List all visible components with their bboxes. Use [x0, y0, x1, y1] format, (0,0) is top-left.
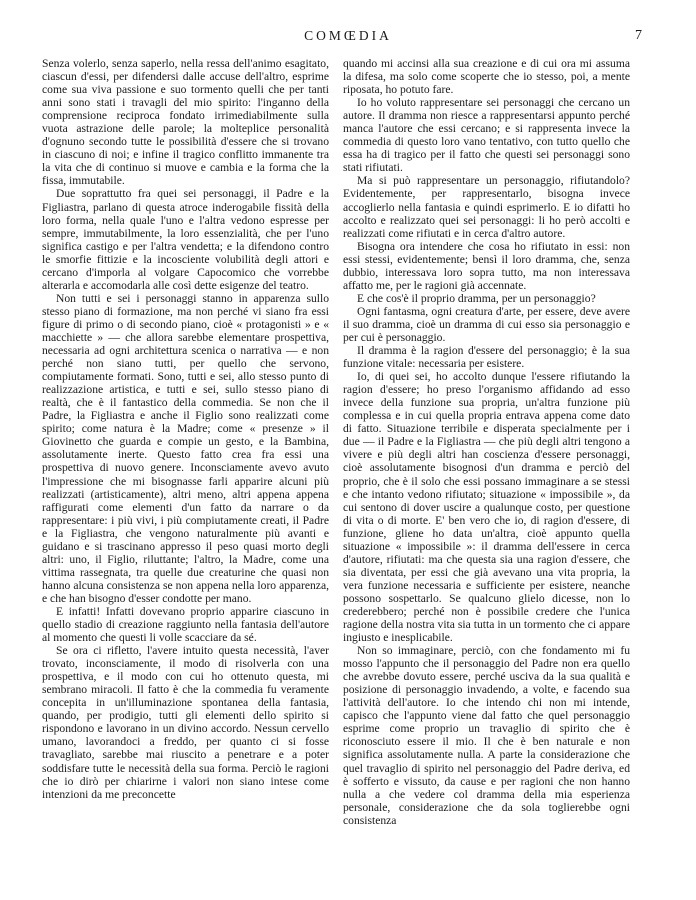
- left-column: [42, 57, 329, 801]
- paragraph: Non so immaginare, perciò, con che fondamento mi fu mosso l'appunto che il personaggio del Padre non era quello che avrebbe dovuto essere, perché usciva da la sua qualità e posizione di personaggio invadendo, a volte, e facendo sua l'attività dell'autore. Io che intendo chi non mi intende, capisco che l'appunto viene dal fatto che quel personaggio esprime come proprio un travaglio di spirito che è riconosciuto essere il mio. Il che è ben naturale e non significa assolutamente nulla. A parte la considerazione che quel travaglio di spirito nel personaggio del Padre deriva, ed è sofferto e vissuto, da cause e per ragioni che non hanno nulla a che vedere col dramma della mia esperienza personale, considerazione che da sola toglierebbe ogni consistenza: [343, 644, 630, 827]
- page-header: [0, 28, 696, 48]
- paragraph: Io ho voluto rappresentare sei personaggi che cercano un autore. Il dramma non riesce a rappresentarsi appunto perché manca l'autore che essi cercano; e si rappresenta invece la commedia di questo loro vano tentativo, con tutto quello che essa ha di tragico per il fatto che questi sei personaggi sono stati rifiutati.: [343, 96, 630, 175]
- paragraph: E infatti! Infatti dovevano proprio apparire ciascuno in quello stadio di creazione raggiunto nella fantasia dell'autore al momento che questi li volle scacciare da sé.: [42, 604, 329, 645]
- paragraph: Bisogna ora intendere che cosa ho rifiutato in essi: non essi stessi, evidentemente; bensì il loro dramma, che, senza dubbio, interessava loro sopra tutto, ma non interessava affatto me, per le ragioni già accennate.: [343, 239, 630, 292]
- paragraph: Non tutti e sei i personaggi stanno in apparenza sullo stesso piano di formazione, ma non perché vi siano fra essi figure di primo o di secondo piano, cioè « protagonisti » e « macchiette » — che allora sarebbe elementare prospettiva, necessaria ad ogni architettura scenica o narrativa — e non perché non siano tutti, per quello che servono, compiutamente formati. Sono, tutti e sei, allo stesso punto di realizzazione artistica, e tutti e sei, sullo stesso piano di realtà, che è il fantastico della commedia. Se non che il Padre, la Figliastra e anche il Figlio sono realizzati come spirito; come natura è la Madre; come « presenze » il Giovinetto che guarda e compie un gesto, e la Bambina, assolutamente inerte. Questo fatto crea fra essi una prospettiva di nuovo genere. Inconsciamente avevo avuto l'impressione che mi bisognasse farli apparire alcuni più realizzati (artisticamente), altri meno, altri appena appena raffigurati come elementi d'un fatto da narrare o da rappresentare: i più vivi, i più compiutamente creati, il Padre e la Figliastra, che vengono naturalmente più avanti e guidano e si trascinano appresso il peso quasi morto degli altri: uno, il Figlio, riluttante; l'altro, la Madre, come una vittima rassegnata, tra quelle due creaturine che quasi non hanno alcuna consistenza se non appena nella loro apparenza, e che han bisogno d'esser condotte per mano.: [42, 291, 329, 605]
- paragraph: Ogni fantasma, ogni creatura d'arte, per essere, deve avere il suo dramma, cioè un dramma di cui esso sia personaggio e per cui è personaggio.: [343, 304, 630, 344]
- paragraph: Due soprattutto fra quei sei personaggi, il Padre e la Figliastra, parlano di questa atroce inderogabile fissità della loro forma, nella quale l'uno e l'altra vedono espresse per sempre, immutabilmente, la loro essenzialità, che per l'uno significa castigo e per l'altra vendetta; e la difendono contro le smorfie fittizie e la incosciente volubilità degli attori e cercano d'imporla al volgare Capocomico che vorrebbe alterarla e accomodarla alle così dette esigenze del teatro.: [42, 187, 329, 292]
- paragraph: E che cos'è il proprio dramma, per un personaggio?: [357, 291, 596, 305]
- paragraph: Ma si può rappresentare un personaggio, rifiutandolo? Evidentemente, per rappresentarlo, bisogna invece accoglierlo nella fantasia e quindi esprimerlo. E io difatti ho accolto e realizzato quei sei personaggi: li ho però accolti e realizzati come rifiutati e in cerca d'altro autore.: [343, 174, 630, 240]
- paragraph: Il dramma è la ragion d'essere del personaggio; è la sua funzione vitale: necessaria per esistere.: [343, 344, 630, 371]
- paragraph: Io, di quei sei, ho accolto dunque l'essere rifiutando la ragion d'essere; ho preso l'organismo affidando ad esso invece della funzione sua propria, un'altra funzione più complessa e in cui quella propria entrava appena come dato di fatto. Situazione terribile e disperata specialmente per i due — il Padre e la Figliastra — che più degli altri tengono a vivere e più degli altri han coscienza d'essere personaggi, cioè assolutamente bisognosi d'un dramma e perciò del proprio, che è il solo che essi possano immaginare a se stessi e che intanto vedono rifiutato; situazione « impossibile », da cui sentono di dover uscire a qualunque costo, per questione di vita o di morte. E' ben vero che io, di ragion d'essere, di funzione, gliene ho data un'altra, cioè appunto quella situazione « impossibile »: il dramma dell'essere in cerca d'autore, rifiutati: ma che questa sia una ragion d'essere, che sia diventata, per essi che già avevano una vita propria, la vera funzione necessaria e sufficiente per esistere, neanche possono sospettarlo. Se qualcuno glielo dicesse, non lo crederebbero; perché non è possibile credere che l'unica ragione della nostra vita sia tutta in un tormento che ci appare ingiusto e inesplicabile.: [343, 370, 630, 645]
- paragraph: Se ora ci rifletto, l'avere intuito questa necessità, l'aver trovato, inconsciamente, il modo di risolverla con una prospettiva, e il modo con cui ho ottenuto questa, mi sembrano miracoli. Il fatto è che la commedia fu veramente concepita in un'illuminazione spontanea della fantasia, quando, per prodigio, tutti gli elementi dello spirito si rispondono e lavorano in un divino accordo. Nessun cervello umano, lavorandoci a freddo, per quanto ci si fosse travagliato, sarebbe mai riuscito a penetrare e a poter soddisfare tutte le necessità della sua forma. Perciò le ragioni che io dirò per chiarirne i valori non siano intese come intenzioni da me preconcette: [42, 644, 329, 801]
- paragraph: quando mi accinsi alla sua creazione e di cui ora mi assuma la difesa, ma solo come scoperte che io stesso, poi, a mente riposata, ho potuto fare.: [343, 57, 630, 97]
- right-column: [343, 57, 630, 827]
- journal-title: COMŒDIA: [304, 28, 392, 43]
- page-number: 7: [635, 28, 642, 43]
- paragraph: Senza volerlo, senza saperlo, nella ressa dell'animo esagitato, ciascun d'essi, per difendersi dalle accuse dell'altro, esprime come sua viva passione e suo tormento quelli che per tanti anni sono stati i travagli del mio spirito: l'inganno della comprensione reciproca fondato irrimediabilmente sulla vuota astrazione delle parole; la molteplice personalità d'ognuno secondo tutte le possibilità d'essere che si trovano in ciascuno di noi; e infine il tragico conflitto immanente tra la vita che di continuo si muove e cambia e la forma che la fissa, immutabile.: [42, 57, 329, 188]
